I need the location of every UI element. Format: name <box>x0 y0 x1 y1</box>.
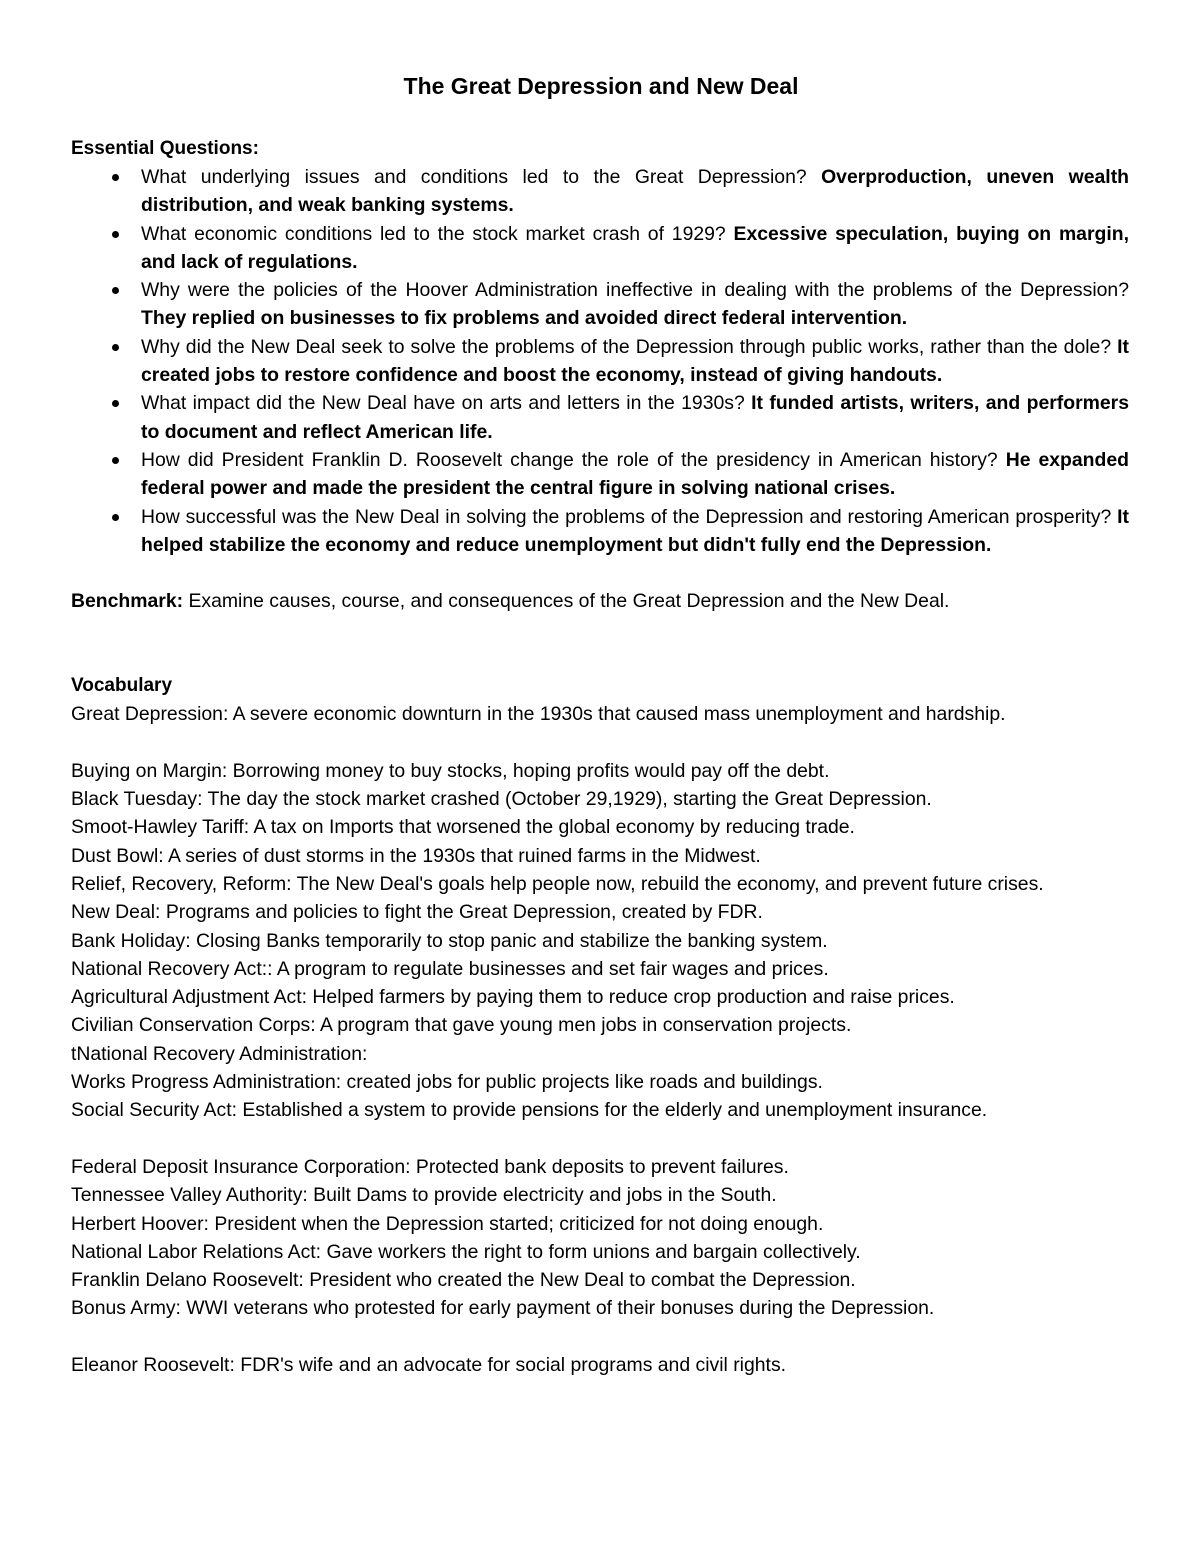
vocab-entry: Social Security Act: Established a system to provide pensions for the elderly and unemployment insurance. <box>71 1099 988 1122</box>
question-text: How successful was the New Deal in solving the problems of the Depression and restoring American prosperity? <box>141 505 1118 528</box>
vocab-entry: Franklin Delano Roosevelt: President who created the New Deal to combat the Depression. <box>71 1269 856 1292</box>
vocabulary-list <box>71 700 1129 1379</box>
blank-line <box>71 1323 1129 1351</box>
question-item <box>71 220 1129 277</box>
question-text: What economic conditions led to the stock market crash of 1929? <box>141 222 734 245</box>
answer-text: It funded artists, writers, and performers to document and reflect American life. <box>141 392 1129 443</box>
question-text: Why were the policies of the Hoover Administration ineffective in dealing with the problems of the Depression? <box>141 279 1129 302</box>
vocab-entry: National Recovery Act:: A program to regulate businesses and set fair wages and prices. <box>71 957 829 980</box>
vocab-entry: Smoot-Hawley Tariff: A tax on Imports that worsened the global economy by reducing trade. <box>71 816 855 839</box>
page-title: The Great Depression and New Deal <box>403 73 799 99</box>
question-text: Why did the New Deal seek to solve the problems of the Depression through public works, rather than the dole? <box>141 335 1118 358</box>
vocab-entry: National Labor Relations Act: Gave workers the right to form unions and bargain collectively. <box>71 1240 861 1263</box>
answer-text: It created jobs to restore confidence and boost the economy, instead of giving handouts. <box>141 335 1129 387</box>
benchmark-label: Benchmark: <box>71 590 184 613</box>
question-item <box>71 389 1129 446</box>
vocab-entry: Great Depression: A severe economic downturn in the 1930s that caused mass unemployment and hardship. <box>71 703 1006 726</box>
question-item <box>71 163 1129 220</box>
vocab-entry: Bonus Army: WWI veterans who protested for early payment of their bonuses during the Depression. <box>71 1297 935 1320</box>
essential-questions-list <box>71 163 1129 559</box>
vocab-entry: Buying on Margin: Borrowing money to buy stocks, hoping profits would pay off the debt. <box>71 759 830 782</box>
benchmark-text: Examine causes, course, and consequences of the Great Depression and the New Deal. <box>183 590 950 613</box>
answer-text: Excessive speculation, buying on margin, and lack of regulations. <box>141 222 1129 273</box>
question-item <box>71 276 1129 333</box>
answer-text: They replied on businesses to fix problems and avoided direct federal intervention. <box>141 307 908 330</box>
vocab-entry: Civilian Conservation Corps: A program that gave young men jobs in conservation projects. <box>71 1014 852 1037</box>
vocab-entry: Herbert Hoover: President when the Depression started; criticized for not doing enough. <box>71 1212 824 1235</box>
bullet-icon <box>112 287 119 294</box>
vocab-entry: Tennessee Valley Authority: Built Dams to provide electricity and jobs in the South. <box>71 1184 777 1207</box>
vocab-entry: Relief, Recovery, Reform: The New Deal's goals help people now, rebuild the economy, and prevent future crises. <box>71 872 1044 895</box>
question-item <box>71 333 1129 390</box>
vocab-entry: Dust Bowl: A series of dust storms in the 1930s that ruined farms in the Midwest. <box>71 844 761 867</box>
question-item <box>71 503 1129 560</box>
answer-text: He expanded federal power and made the president the central figure in solving national crises. <box>141 448 1129 500</box>
question-text: What impact did the New Deal have on arts and letters in the 1930s? <box>141 392 752 415</box>
vocab-entry: Bank Holiday: Closing Banks temporarily to stop panic and stabilize the banking system. <box>71 929 828 952</box>
vocab-entry: Black Tuesday: The day the stock market crashed (October 29,1929), starting the Great Depression. <box>71 788 932 811</box>
blank-line <box>71 1125 1129 1153</box>
vocab-entry: Works Progress Administration: created jobs for public projects like roads and buildings. <box>71 1071 823 1094</box>
benchmark <box>71 587 1129 615</box>
question-text: How did President Franklin D. Roosevelt change the role of the presidency in American history? <box>141 448 1006 471</box>
bullet-icon <box>112 400 119 407</box>
bullet-icon <box>112 514 119 521</box>
essential-questions-heading: Essential Questions: <box>71 138 259 159</box>
vocab-entry: Federal Deposit Insurance Corporation: Protected bank deposits to prevent failures. <box>71 1155 789 1178</box>
vocab-entry: Eleanor Roosevelt: FDR's wife and an advocate for social programs and civil rights. <box>71 1353 787 1376</box>
blank-line <box>71 728 1129 756</box>
vocab-entry: New Deal: Programs and policies to fight the Great Depression, created by FDR. <box>71 901 763 924</box>
document-page <box>71 70 1129 1379</box>
question-item <box>71 446 1129 503</box>
question-text: What underlying issues and conditions led to the Great Depression? <box>141 166 822 188</box>
answer-text: It helped stabilize the economy and reduce unemployment but didn't fully end the Depression. <box>141 505 1129 556</box>
vocabulary-heading: Vocabulary <box>71 675 173 697</box>
vocab-entry: Agricultural Adjustment Act: Helped farmers by paying them to reduce crop production and raise prices. <box>71 986 955 1009</box>
vocab-entry: tNational Recovery Administration: <box>71 1042 368 1065</box>
bullet-icon <box>112 174 119 181</box>
bullet-icon <box>112 344 119 351</box>
bullet-icon <box>112 231 119 238</box>
answer-text: Overproduction, uneven wealth distribution, and weak banking systems. <box>141 166 1129 217</box>
bullet-icon <box>112 457 119 464</box>
